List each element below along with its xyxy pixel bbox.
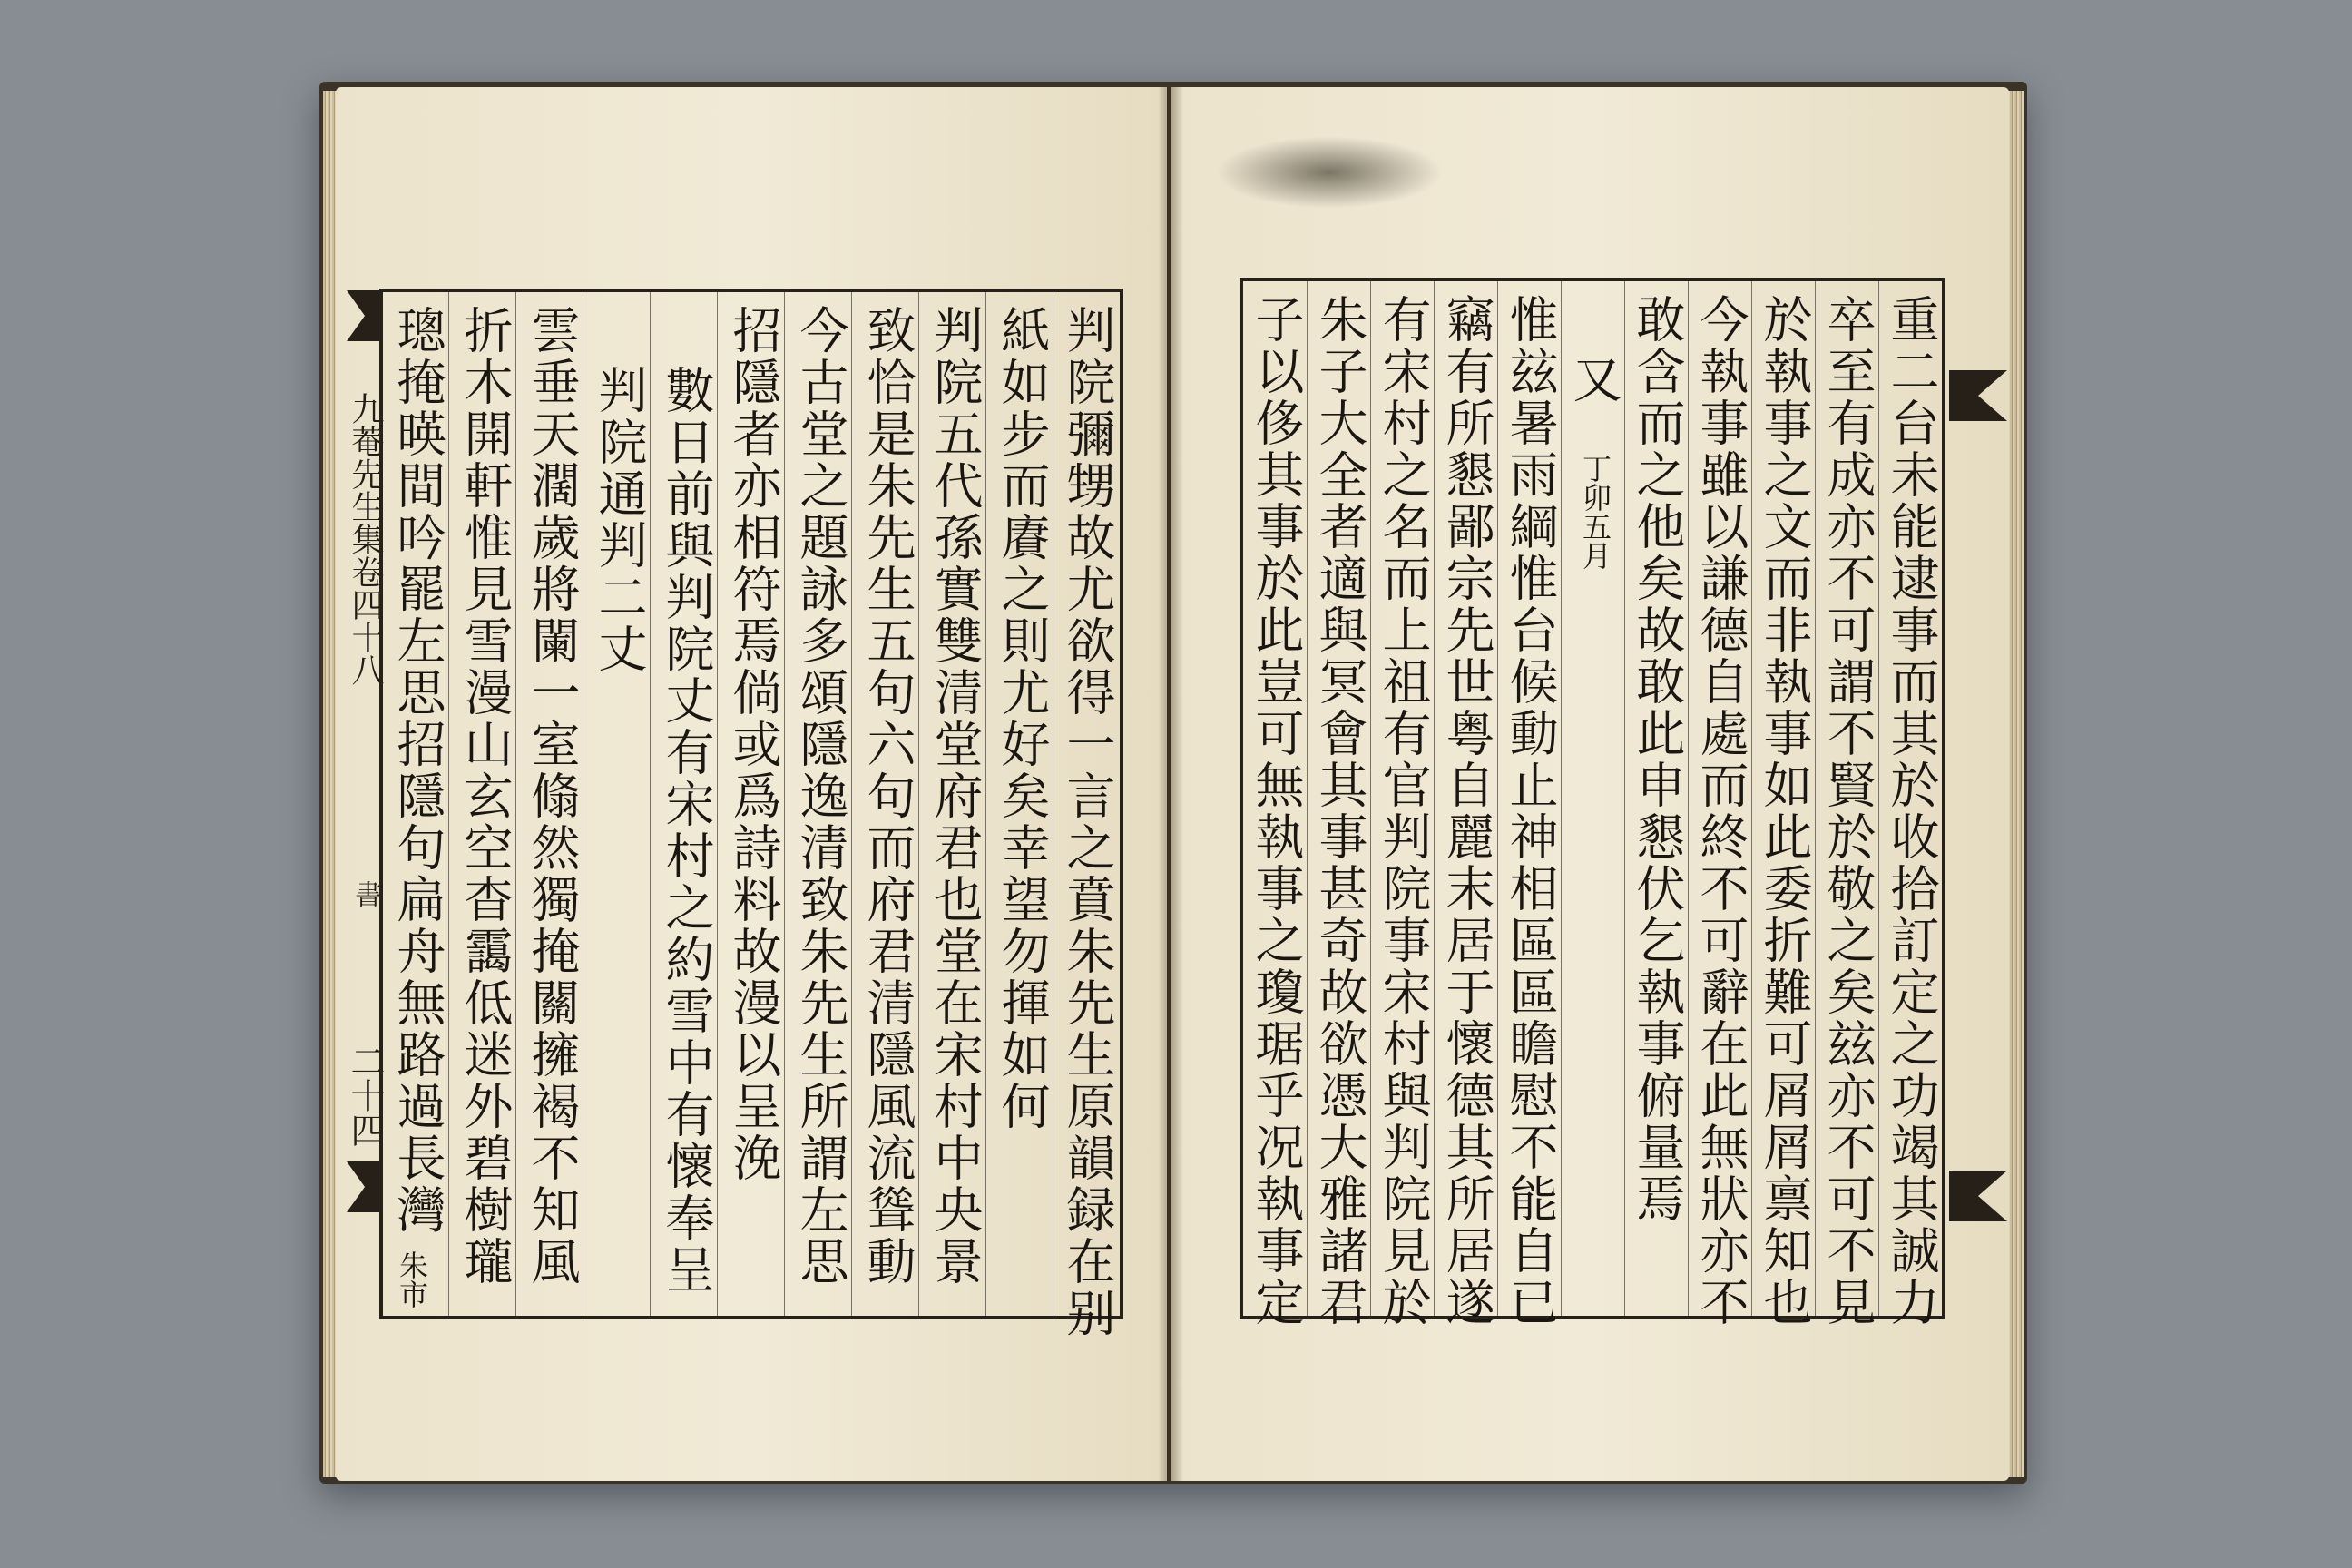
text-column: 於執事之文而非執事如此委折難可屑屑禀知也 [1756,294,1813,1328]
text-column: 折木開軒惟見雪漫山玄空杳靄低迷外碧樹瓏 [456,305,514,1288]
banxin-margin [347,290,383,1316]
text-column: 今執事雖以謙德自處而終不可辭在此無狀亦不 [1692,294,1749,1328]
text-column: 又 [1565,354,1622,406]
small-note: 朱市 [395,1250,429,1308]
text-column: 致恰是朱先生五句六句而府君清隱風流聳動 [859,305,916,1288]
fish-tail-bottom-icon [347,1161,383,1212]
section-label: 書 [349,880,381,907]
text-column: 璁掩暎間吟罷左思招隱句扁舟無路過長灣 [389,305,446,1236]
book-gutter [1158,87,1183,1481]
text-column: 子以侈其事於此豈可無執事之瓊琚乎况執事定 [1248,294,1305,1328]
text-column: 朱子大全者適與冥會其事甚奇故欲憑大雅諸君 [1311,294,1368,1328]
right-text-frame [1240,278,1945,1328]
text-column: 卒至有成亦不可謂不賢於敬之矣玆亦不可不見 [1819,294,1877,1328]
text-column: 判院五代孫實雙清堂府君也堂在宋村中央景 [926,305,984,1288]
text-column: 數日前與判院丈有宋村之約雪中有懷奉呈 [658,365,715,1296]
left-text-frame [379,289,1123,1339]
text-column: 招隱者亦相符焉倘或爲詩料故漫以呈浼 [725,305,782,1184]
text-column: 有宋村之名而上祖有官判院事宋村與判院見於 [1375,294,1432,1328]
text-column: 敢含而之他矣故敢此申懇伏乞執事俯量焉 [1629,294,1686,1225]
text-column: 惟玆暑雨綱惟台候動止神相區區瞻慰不能自已 [1502,294,1559,1328]
text-column: 判院彌甥故尤欲得一言之賁朱先生原韻録在别 [1059,305,1116,1339]
text-column: 竊有所懇鄙宗先世粤自麗末居于懷德其所居遂 [1438,294,1495,1328]
book-title: 九菴先生集卷四十八 [347,392,384,686]
ink-smudge [1216,136,1443,209]
page-number: 二十四 [345,1044,385,1147]
text-column: 紙如步而賡之則尤好矣幸望勿揮如何 [994,305,1051,1132]
text-column: 重二台未能逮事而其於收拾訂定之功竭其誠力 [1883,294,1940,1328]
text-column: 今古堂之題詠多頌隱逸清致朱先生所謂左思 [792,305,849,1288]
fish-tail-top-icon [347,290,383,341]
text-column: 判院通判二丈 [591,365,648,675]
date-note: 丁卯五月 [1578,454,1612,570]
text-column: 雲垂天濶歲將闌一室翛然獨掩關擁褐不知風 [524,305,581,1288]
